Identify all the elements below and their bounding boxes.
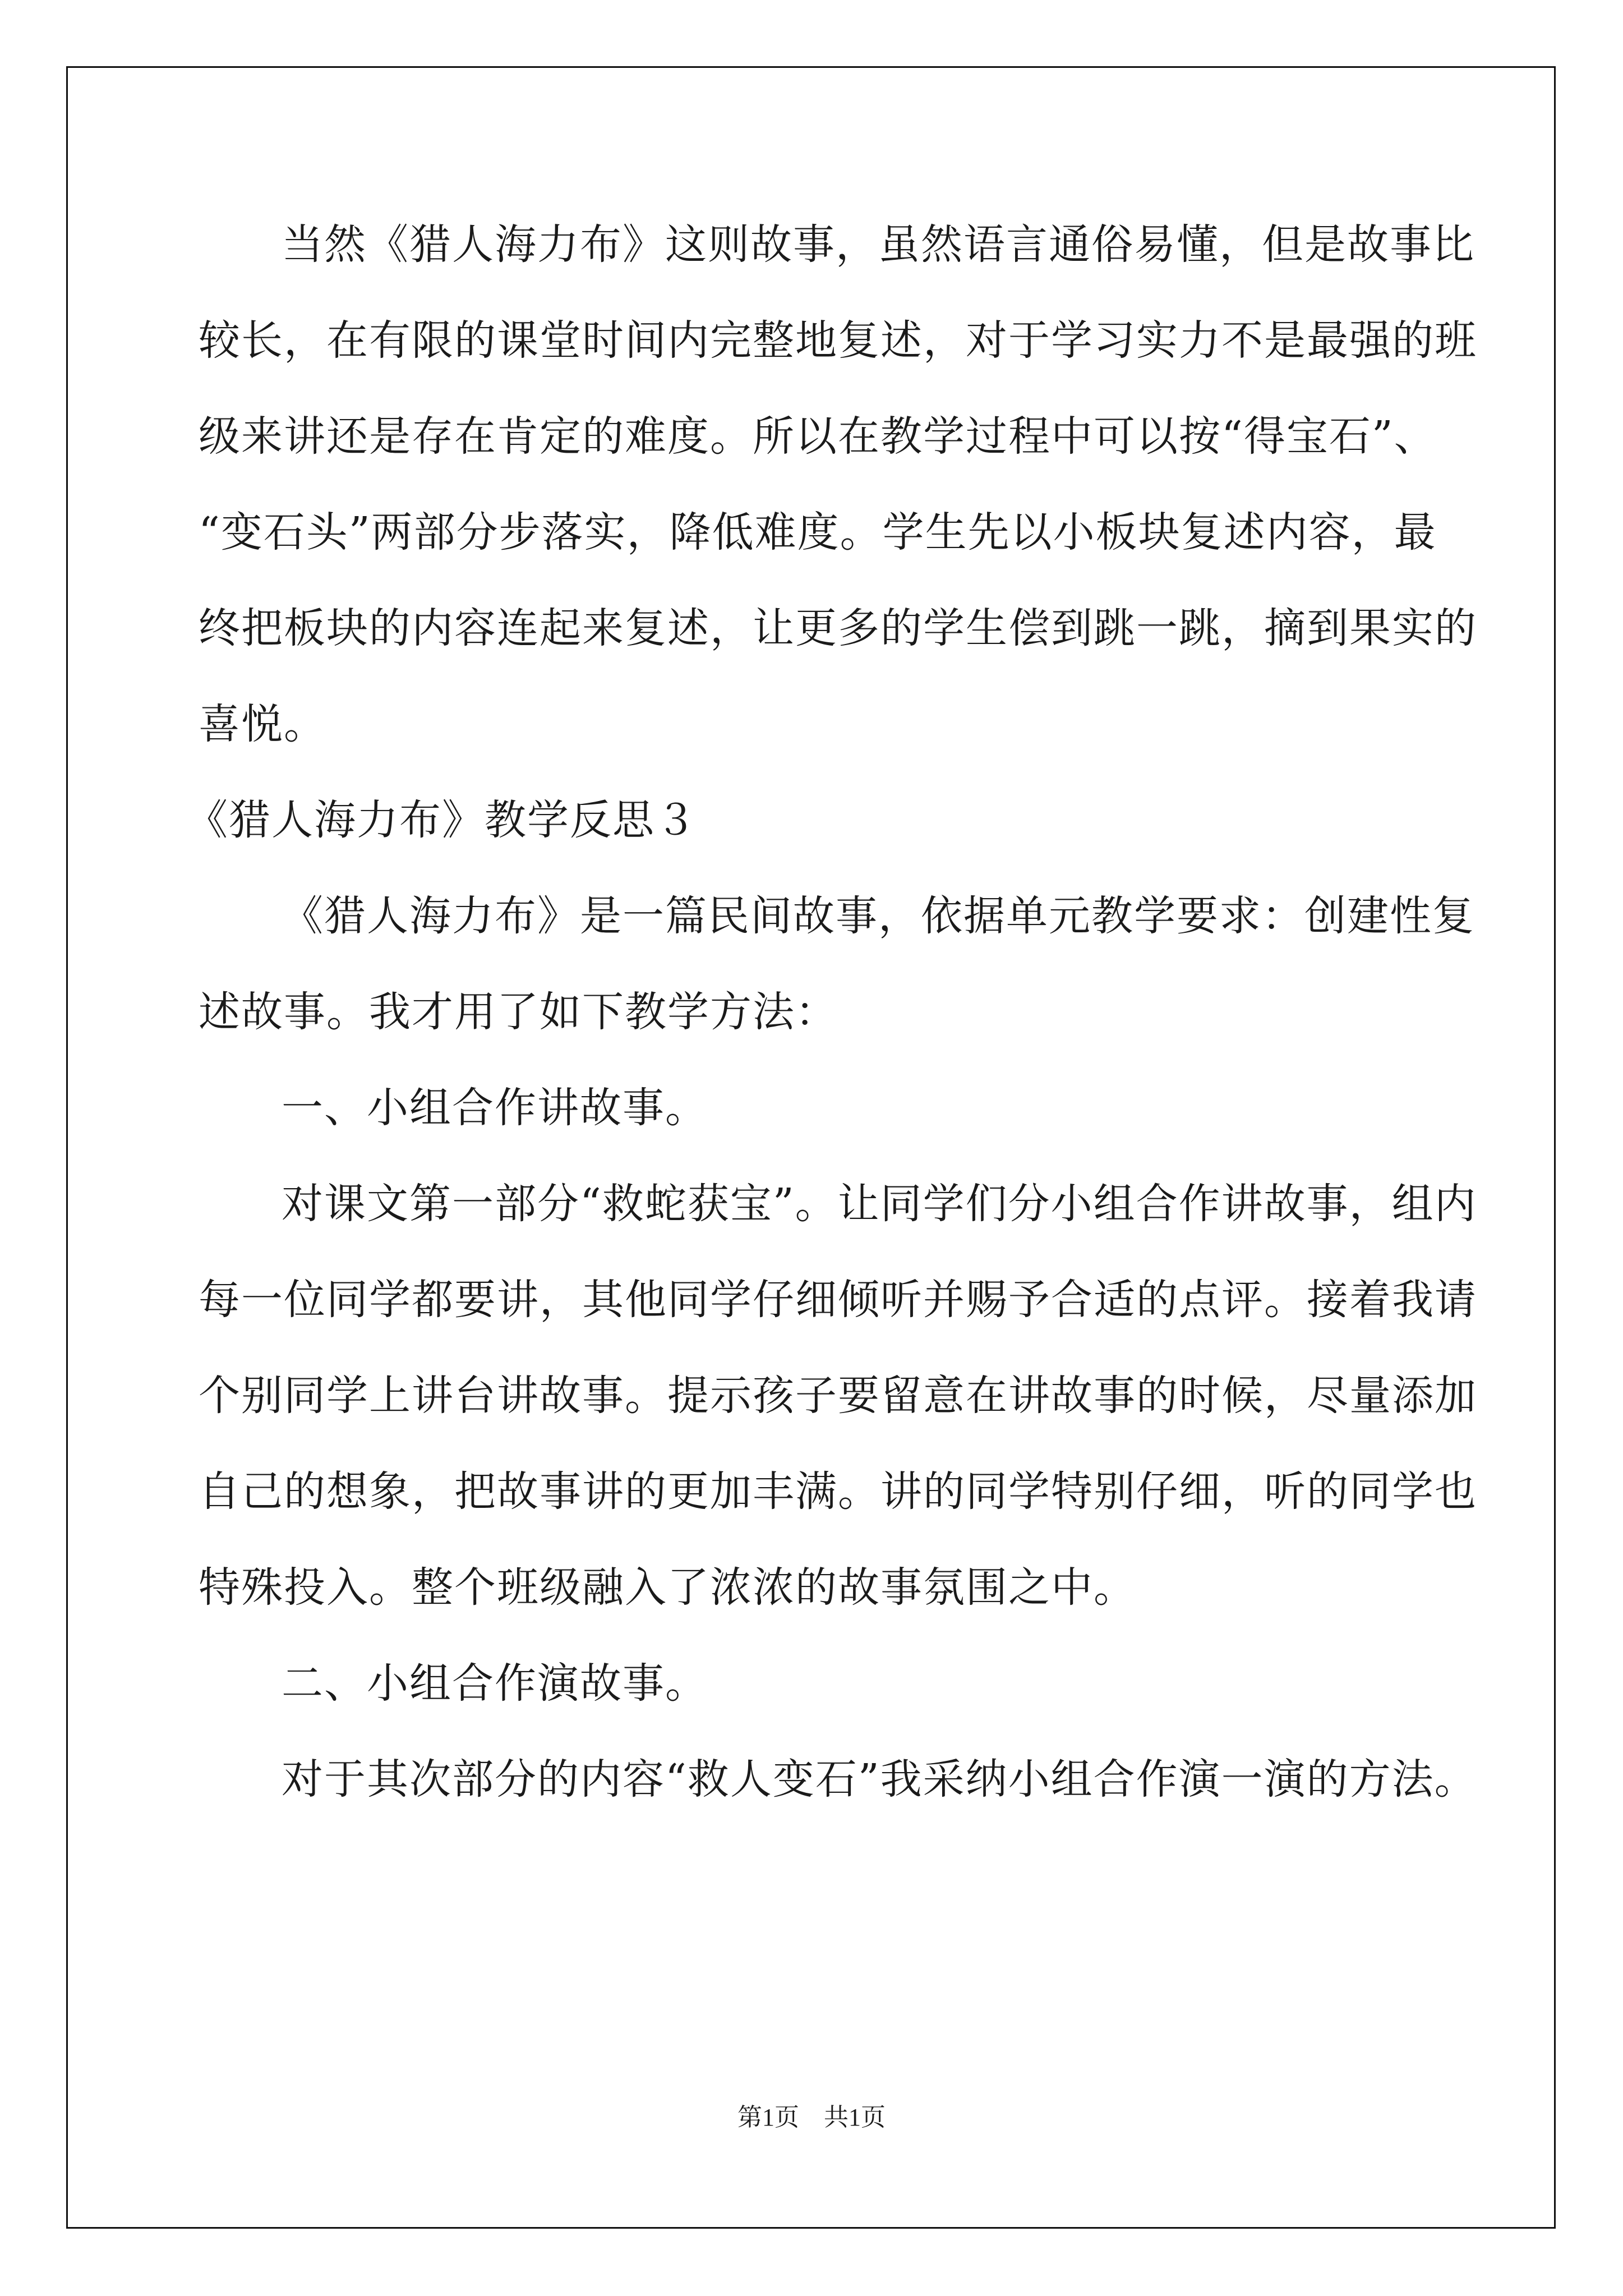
text-line: 每一位同学都要讲，其他同学仔细倾听并赐予合适的点评。接着我请 xyxy=(199,1276,1477,1324)
text-line: 终把板块的内容连起来复述，让更多的学生偿到跳一跳，摘到果实的 xyxy=(199,604,1477,652)
text-line: 特殊投入。整个班级融入了浓浓的故事氛围之中。 xyxy=(199,1563,1136,1612)
subheading-two: 二、小组合作演故事。 xyxy=(282,1659,708,1708)
text-line: 述故事。我才用了如下教学方法： xyxy=(199,988,838,1036)
text-line: 《猎人海力布》是一篇民间故事，依据单元教学要求：创建性复 xyxy=(282,892,1475,940)
text-line: 自己的想象，把故事讲的更加丰满。讲的同学特别仔细，听的同学也 xyxy=(199,1467,1477,1516)
text-line: 对于其次部分的内容“救人变石”我采纳小组合作演一演的方法。 xyxy=(282,1755,1477,1803)
text-line: 个别同学上讲台讲故事。提示孩子要留意在讲故事的时候，尽量添加 xyxy=(199,1372,1477,1420)
text-line: 较长，在有限的课堂时间内完整地复述，对于学习实力不是最强的班 xyxy=(199,316,1477,365)
text-line: 对课文第一部分“救蛇获宝”。让同学们分小组合作讲故事，组内 xyxy=(282,1180,1477,1228)
page-number-footer: 第1页 共1页 xyxy=(737,2104,886,2131)
text-line: “变石头”两部分步落实，降低难度。学生先以小板块复述内容，最 xyxy=(199,508,1437,556)
text-line: 级来讲还是存在肯定的难度。所以在教学过程中可以按“得宝石”、 xyxy=(199,412,1437,461)
text-line: 喜悦。 xyxy=(199,700,326,748)
text-line: 当然《猎人海力布》这则故事，虽然语言通俗易懂，但是故事比 xyxy=(282,220,1475,269)
section-heading: 《猎人海力布》教学反思３ xyxy=(186,796,698,844)
page-border xyxy=(66,66,1556,2229)
subheading-one: 一、小组合作讲故事。 xyxy=(282,1084,708,1132)
